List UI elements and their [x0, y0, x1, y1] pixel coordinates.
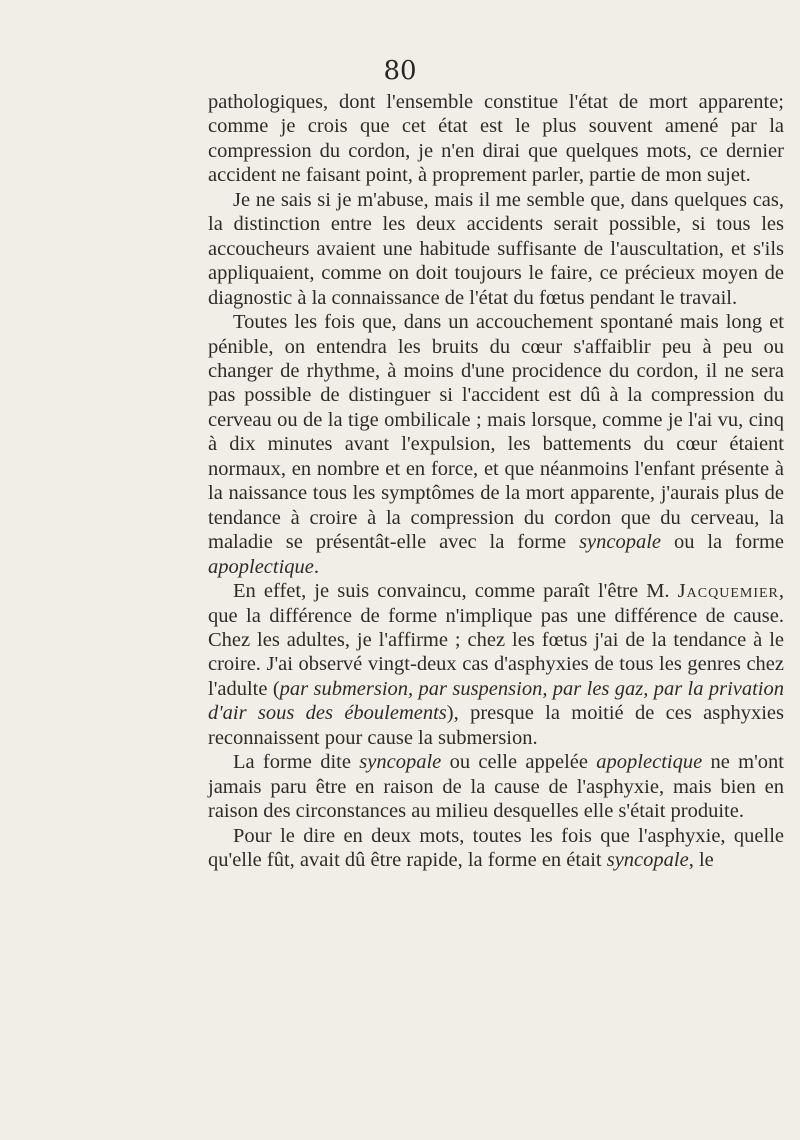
text-run: ou la forme — [661, 531, 784, 554]
text-run: ), presque la moitié de ces asphyxies reconnaissent pour cause la submersion. — [208, 702, 784, 749]
text-run: ne m'ont jamais paru être en raison de la cause de l'asphyxie, mais bien en raison des circonstances au milieu desquelles elle s'était produite. — [208, 751, 785, 823]
paragraph — [208, 579, 784, 750]
italic-term: syncopale — [359, 751, 442, 774]
italic-term: apoplectique — [596, 751, 703, 774]
text-run: , le — [688, 849, 714, 872]
text-run: Toutes les fois que, dans un accouchement spontané mais long et pénible, on entendra les bruits du cœur s'affaiblir peu à peu ou changer de rhythme, à moins d'une procidence du cordon, il ne sera pas possible de distinguer si l'accident est dû à la compression du cerveau ou de la tige ombilicale ; mais lorsque, comme je l'ai vu, cinq à dix minutes avant l'expulsion, les battements du cœur étaient normaux, en nombre et en force, et que néanmoins l'enfant présente à la naissance tous les symptômes de la mort apparente, j'aurais plus de tendance à croire à la compression du cordon que du cerveau, la maladie se présentât-elle avec la forme — [208, 311, 784, 554]
text-run: Pour le dire en deux mots, toutes les fois que l'asphyxie, quelle qu'elle fût, avait dû être rapide, la forme en était — [208, 824, 784, 872]
body-text — [208, 90, 784, 873]
text-run: Je ne sais si je m'abuse, mais il me semble que, dans quelques cas, la distinction entre les deux accidents serait possible, si tous les accoucheurs avaient une habitude suffisante de l'auscultation, et s'ils appliquaient, comme on doit toujours le faire, ce précieux moyen de diagnostic à la connaissance de l'état du fœtus pendant le travail. — [208, 188, 784, 309]
text-run: , que la différence de forme n'implique pas une différence de cause. Chez les adultes, je l'affirme ; chez les fœtus j'ai de la tendance à le croire. J'ai observé vingt-deux cas d'asphyxies de tous les genres chez l'adulte ( — [208, 580, 784, 700]
text-run: En effet, je suis convaincu, comme paraît l'être M. — [233, 580, 678, 603]
page-number: 80 — [383, 56, 417, 86]
paragraph — [208, 310, 784, 579]
italic-term: syncopale — [579, 531, 662, 554]
text-run: La forme dite — [233, 751, 360, 774]
paragraph — [208, 824, 784, 873]
italic-term: apoplectique — [208, 555, 314, 578]
paragraph — [208, 90, 784, 188]
text-run: ou celle appelée — [441, 751, 597, 774]
author-name: Jacquemier — [677, 580, 779, 603]
italic-term: par submersion, par suspension, par les gaz, par la privation d'air sous des éboulements — [208, 677, 785, 725]
italic-term: syncopale — [606, 849, 689, 872]
text-run: . — [313, 555, 320, 578]
paragraph — [208, 750, 784, 823]
text-run: pathologiques, dont l'ensemble constitue l'état de mort apparente; comme je crois que cet état est le plus souvent amené par la compression du cordon, je n'en dirai que quelques mots, ce dernier accident ne faisant point, à proprement parler, partie de mon sujet. — [208, 91, 784, 187]
paragraph — [208, 188, 784, 310]
